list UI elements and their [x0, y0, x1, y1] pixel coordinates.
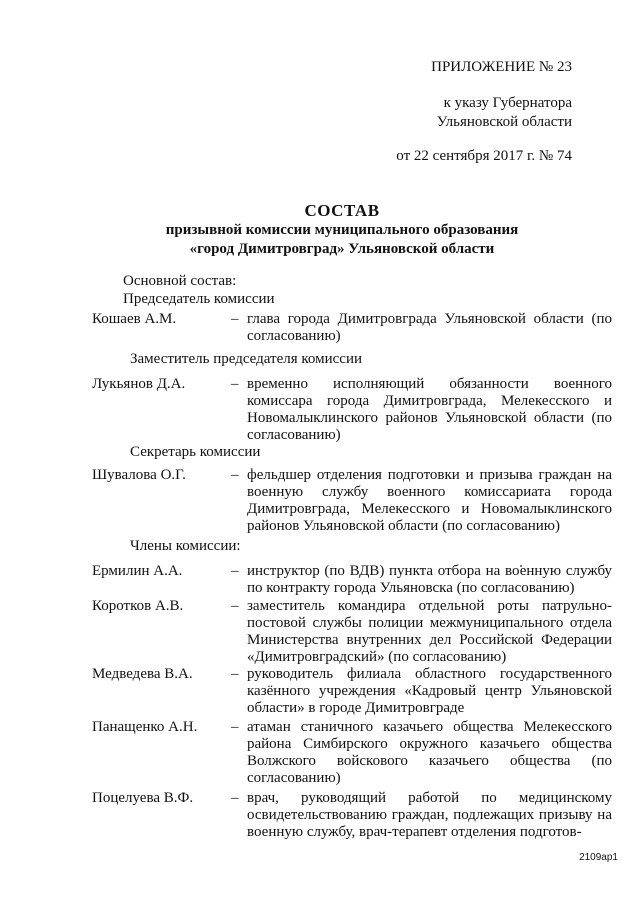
- member-name: Кошаев А.М.: [92, 311, 177, 327]
- document-title: [100, 200, 584, 259]
- member-name: Медведева В.А.: [92, 666, 193, 682]
- member-description: инструктор (по ВДВ) пункта отбора на военную службу по контракту города Ульяновска (по согласованию): [247, 563, 612, 596]
- section-chairman: Председатель комиссии: [123, 291, 275, 307]
- member-dash: –: [231, 311, 239, 327]
- member-description: глава города Димитровграда Ульяновской области (по согласованию): [247, 311, 612, 344]
- member-dash: –: [231, 467, 239, 483]
- member-name: Лукьянов Д.А.: [92, 376, 186, 392]
- member-dash: –: [231, 790, 239, 806]
- section-members: Члены комиссии:: [130, 538, 241, 554]
- member-name: Поцелуева В.Ф.: [92, 790, 194, 806]
- appendix-number: ПРИЛОЖЕНИЕ № 23: [431, 59, 572, 75]
- member-description: атаман станичного казачьего общества Мелекесского района Симбирского окружного казачьего общества Волжского войскового казачьего общества (по согласованию): [247, 719, 612, 786]
- member-description: фельдшер отделения подготовки и призыва граждан на военную службу военного комиссариата города Димитровграда, Мелекесского и Новомалыклинского районов Ульяновской области (по согласованию): [247, 467, 612, 534]
- footer-document-code: 2109ap1: [579, 852, 618, 863]
- member-dash: –: [231, 563, 239, 579]
- title-main: СОСТАВ: [304, 201, 380, 220]
- member-name: Ермилин А.А.: [92, 563, 183, 579]
- section-main-composition: Основной состав:: [123, 273, 237, 289]
- title-line1: призывной комиссии муниципального образования: [165, 222, 519, 238]
- decree-date: от 22 сентября 2017 г. № 74: [396, 148, 572, 164]
- member-dash: –: [231, 598, 239, 614]
- member-dash: –: [231, 666, 239, 682]
- member-dash: –: [231, 376, 239, 392]
- title-line2: «город Димитровград» Ульяновской области: [189, 241, 495, 257]
- section-deputy: Заместитель председателя комиссии: [130, 351, 363, 367]
- decree-reference-line2: Ульяновской области: [436, 114, 572, 130]
- member-description: руководитель филиала областного государственного казённого учреждения «Кадровый центр Ульяновской области» в городе Димитровграде: [247, 666, 612, 716]
- member-description: заместитель командира отдельной роты патрульно-постовой службы полиции межмуниципального отдела Министерства внутренних дел Российской Федерации «Димитровградский» (по согласованию): [247, 598, 612, 665]
- member-name: Панащенко А.Н.: [92, 719, 198, 735]
- section-secretary: Секретарь комиссии: [130, 444, 261, 460]
- member-name: Шувалова О.Г.: [92, 467, 186, 483]
- member-description: врач, руководящий работой по медицинскому освидетельствованию граждан, подлежащих призыву на военную службу, врач-терапевт отделения подготов-: [247, 790, 612, 840]
- decree-reference-line1: к указу Губернатора: [443, 95, 572, 111]
- member-description: временно исполняющий обязанности военного комиссара города Димитровграда, Мелекесского и Новомалыклинского районов Ульяновской области (по согласованию): [247, 376, 612, 443]
- member-dash: –: [231, 719, 239, 735]
- member-name: Коротков А.В.: [92, 598, 184, 614]
